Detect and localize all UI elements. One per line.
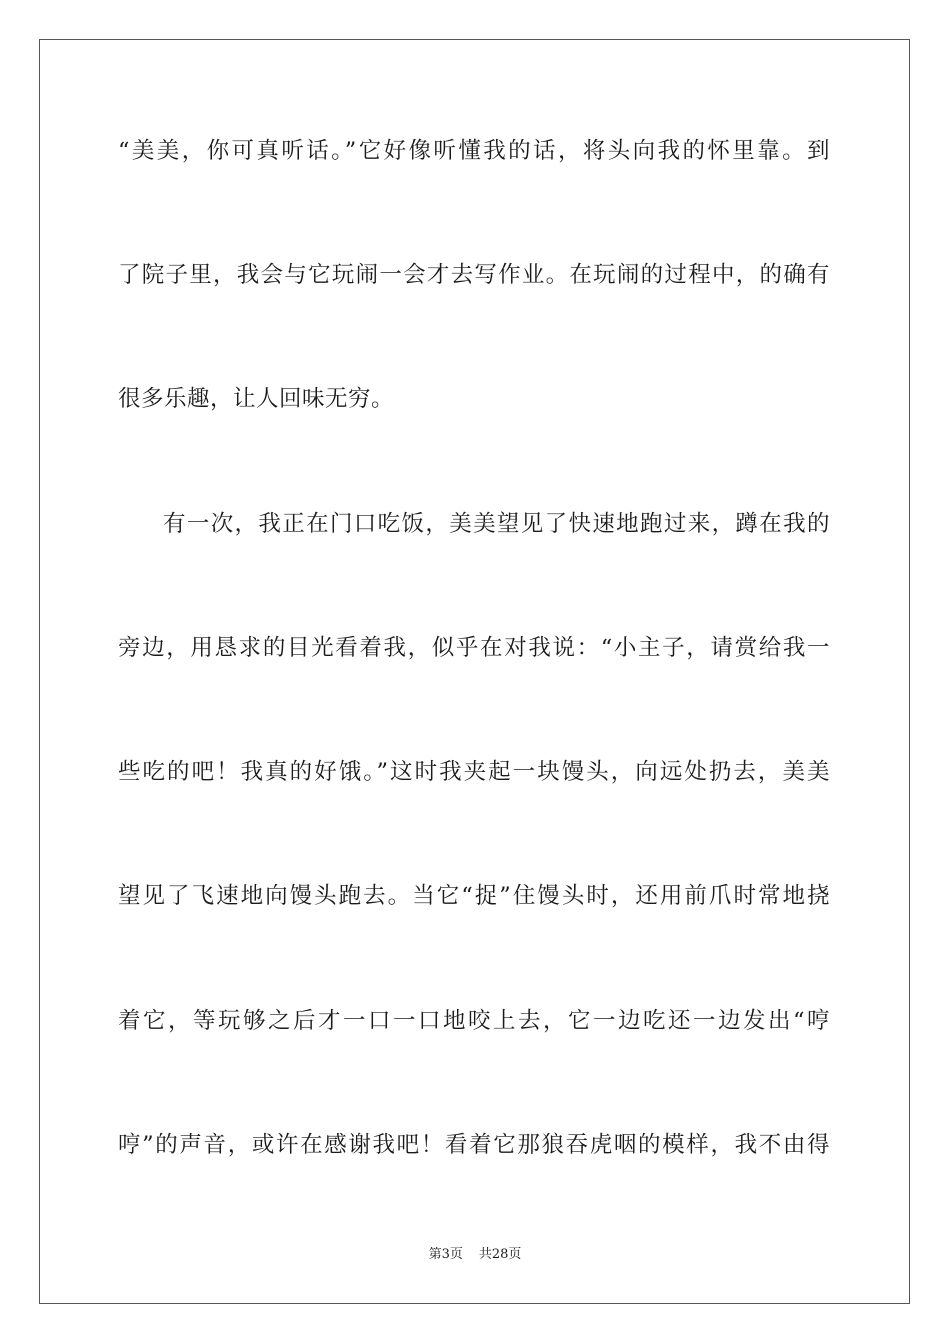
page-footer: [0, 1246, 950, 1264]
page-border: [39, 39, 910, 1304]
paragraph-line-2: 了院子里，我会与它玩闹一会才去写作业。在玩闹的过程中，的确有: [118, 262, 830, 288]
page-number: 第3页: [428, 1247, 463, 1262]
paragraph-line-6: 些吃的吧！我真的好饿。”这时我夹起一块馒头，向远处扔去，美美: [118, 759, 830, 785]
paragraph-line-3: 很多乐趣，让人回味无穷。: [118, 386, 395, 412]
paragraph-line-4: 有一次，我正在门口吃饭，美美望见了快速地跑过来，蹲在我的: [163, 511, 830, 537]
paragraph-line-8: 着它，等玩够之后才一口一口地咬上去，它一边吃还一边发出“哼: [118, 1008, 830, 1034]
paragraph-line-1: “美美，你可真听话。”它好像听懂我的话，将头向我的怀里靠。到: [118, 138, 830, 164]
paragraph-line-7: 望见了飞速地向馒头跑去。当它“捉”住馒头时，还用前爪时常地挠: [118, 883, 830, 909]
paragraph-line-5: 旁边，用恳求的目光看着我，似乎在对我说：“小主子，请赏给我一: [118, 635, 830, 661]
page-total: 共28页: [478, 1247, 522, 1262]
paragraph-line-9: 哼”的声音，或许在感谢我吧！看着它那狼吞虎咽的模样，我不由得: [118, 1132, 830, 1158]
